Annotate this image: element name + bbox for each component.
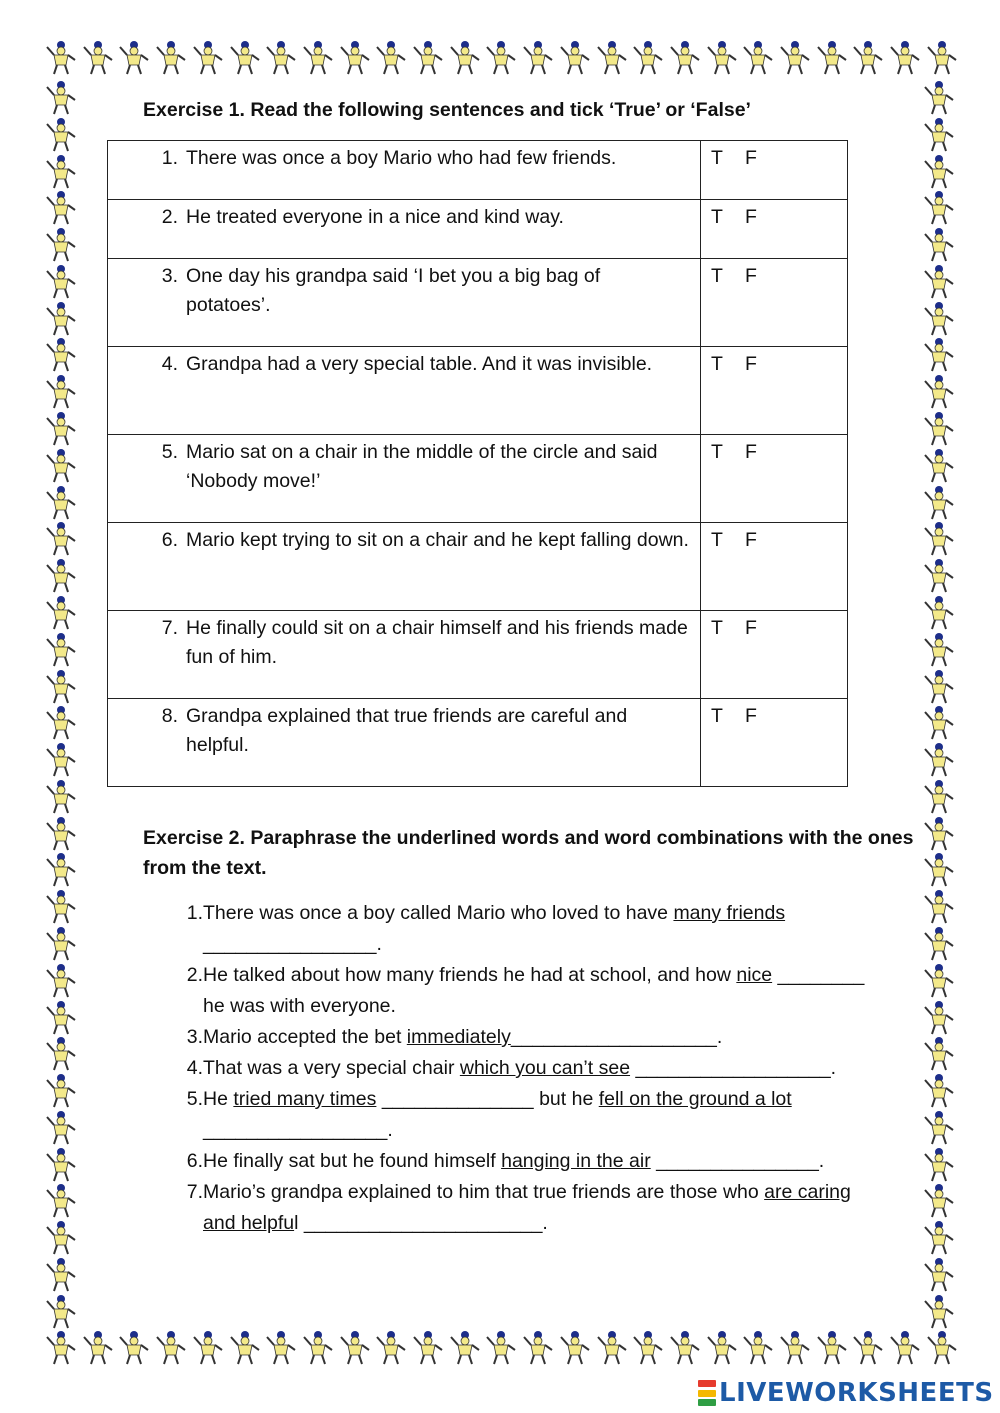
kid-figure-icon — [44, 632, 78, 668]
item-text: Mario’s grandpa explained to him that true friends are those who — [203, 1181, 765, 1203]
answer-blank[interactable]: l ______________________. — [294, 1212, 548, 1234]
kid-figure-icon — [44, 301, 78, 337]
underlined-phrase: hanging in the air — [501, 1150, 651, 1172]
kid-figure-icon — [922, 632, 956, 668]
false-option[interactable]: F — [745, 353, 757, 375]
list-item — [143, 1053, 883, 1084]
row-number: 1. — [161, 147, 178, 169]
logo-badge-icon — [698, 1380, 716, 1406]
row-number: 3. — [161, 265, 178, 287]
list-item — [143, 1022, 883, 1053]
kid-figure-icon — [44, 1036, 78, 1072]
underlined-phrase: immediately — [406, 1026, 511, 1048]
false-option[interactable]: F — [745, 147, 757, 169]
kid-figure-icon — [922, 742, 956, 778]
kid-figure-icon — [44, 117, 78, 153]
kid-figure-icon — [922, 80, 956, 116]
statement-text: Grandpa explained that true friends are careful and helpful. — [186, 705, 628, 756]
false-option[interactable]: F — [745, 206, 757, 228]
kid-figure-icon — [44, 154, 78, 190]
kid-figure-icon — [44, 558, 78, 594]
kid-figure-icon — [191, 40, 225, 76]
statement-text: He treated everyone in a nice and kind way. — [186, 206, 564, 228]
kid-figure-icon — [44, 889, 78, 925]
kid-figure-icon — [117, 1330, 151, 1366]
row-number: 4. — [161, 353, 178, 375]
kid-figure-icon — [595, 40, 629, 76]
kid-figure-icon — [778, 1330, 812, 1366]
kid-figure-icon — [44, 669, 78, 705]
table-row — [108, 611, 848, 699]
list-item — [143, 898, 883, 960]
kid-figure-icon — [228, 1330, 262, 1366]
kid-figure-icon — [922, 963, 956, 999]
true-option[interactable]: T — [711, 441, 723, 463]
false-option[interactable]: F — [745, 265, 757, 287]
kid-figure-icon — [448, 1330, 482, 1366]
kid-figure-icon — [922, 448, 956, 484]
kid-figure-icon — [44, 521, 78, 557]
true-option[interactable]: T — [711, 206, 723, 228]
kid-figure-icon — [44, 1073, 78, 1109]
kid-figure-icon — [815, 40, 849, 76]
kid-figure-icon — [44, 1220, 78, 1256]
true-option[interactable]: T — [711, 147, 723, 169]
kid-figure-icon — [154, 40, 188, 76]
kid-figure-icon — [44, 40, 78, 76]
kid-figure-icon — [44, 816, 78, 852]
kid-figure-icon — [521, 40, 555, 76]
kid-figure-icon — [922, 485, 956, 521]
kid-figure-icon — [521, 1330, 555, 1366]
kid-figure-icon — [44, 1183, 78, 1219]
list-item — [143, 960, 883, 1022]
kid-figure-icon — [922, 1183, 956, 1219]
row-number: 8. — [161, 705, 178, 727]
kid-figure-icon — [631, 1330, 665, 1366]
answer-blank[interactable]: _______________. — [650, 1150, 825, 1172]
row-number: 7. — [161, 617, 178, 639]
kid-figure-icon — [888, 40, 922, 76]
kid-figure-icon — [411, 1330, 445, 1366]
kid-figure-icon — [668, 1330, 702, 1366]
kid-figure-icon — [851, 40, 885, 76]
table-row — [108, 200, 848, 259]
item-text: Mario accepted the bet — [203, 1026, 407, 1048]
kid-figure-icon — [44, 227, 78, 263]
kid-figure-icon — [888, 1330, 922, 1366]
row-number: 6. — [161, 529, 178, 551]
kid-figure-icon — [44, 1330, 78, 1366]
true-option[interactable]: T — [711, 353, 723, 375]
kid-figure-icon — [44, 485, 78, 521]
kid-figure-icon — [44, 595, 78, 631]
kid-figure-icon — [922, 1257, 956, 1293]
kid-figure-icon — [558, 40, 592, 76]
kid-figure-icon — [922, 337, 956, 373]
item-text: There was once a boy called Mario who loved to have — [203, 902, 674, 924]
kid-figure-icon — [264, 40, 298, 76]
item-number: 7. — [186, 1181, 203, 1203]
kid-figure-icon — [922, 595, 956, 631]
kid-figure-icon — [44, 1147, 78, 1183]
kid-figure-icon — [922, 264, 956, 300]
border-left — [44, 80, 80, 1330]
true-option[interactable]: T — [711, 705, 723, 727]
kid-figure-icon — [191, 1330, 225, 1366]
item-text: He talked about how many friends he had at school, and how — [203, 964, 737, 986]
list-item — [143, 1146, 883, 1177]
kid-figure-icon — [411, 40, 445, 76]
answer-blank[interactable]: __________________. — [630, 1057, 837, 1079]
kid-figure-icon — [44, 337, 78, 373]
table-row — [108, 435, 848, 523]
table-row — [108, 699, 848, 787]
kid-figure-icon — [925, 40, 959, 76]
list-item — [143, 1084, 883, 1146]
kid-figure-icon — [922, 154, 956, 190]
kid-figure-icon — [264, 1330, 298, 1366]
true-option[interactable]: T — [711, 265, 723, 287]
statement-text: Mario kept trying to sit on a chair and he kept falling down. — [186, 529, 689, 551]
statement-text: Mario sat on a chair in the middle of the circle and said ‘Nobody move!’ — [186, 441, 658, 492]
underlined-phrase: many friends — [673, 902, 786, 924]
statement-text: Grandpa had a very special table. And it was invisible. — [186, 353, 653, 375]
kid-figure-icon — [44, 705, 78, 741]
list-item — [143, 1177, 883, 1239]
kid-figure-icon — [922, 1110, 956, 1146]
kid-figure-icon — [851, 1330, 885, 1366]
false-option[interactable]: F — [745, 617, 757, 639]
kid-figure-icon — [922, 852, 956, 888]
kid-figure-icon — [374, 40, 408, 76]
kid-figure-icon — [922, 1000, 956, 1036]
kid-figure-icon — [81, 40, 115, 76]
kid-figure-icon — [44, 963, 78, 999]
kid-figure-icon — [922, 705, 956, 741]
underlined-phrase: tried many times — [233, 1088, 377, 1110]
kid-figure-icon — [705, 1330, 739, 1366]
statement-text: There was once a boy Mario who had few friends. — [186, 147, 617, 169]
kid-figure-icon — [922, 521, 956, 557]
kid-figure-icon — [154, 1330, 188, 1366]
kid-figure-icon — [815, 1330, 849, 1366]
item-number: 3. — [186, 1026, 203, 1048]
kid-figure-icon — [117, 40, 151, 76]
kid-figure-icon — [741, 40, 775, 76]
liveworksheets-logo[interactable] — [698, 1378, 994, 1408]
kid-figure-icon — [44, 1257, 78, 1293]
item-number: 5. — [186, 1088, 203, 1110]
kid-figure-icon — [228, 40, 262, 76]
kid-figure-icon — [741, 1330, 775, 1366]
item-text: He finally sat but he found himself — [203, 1150, 502, 1172]
kid-figure-icon — [448, 40, 482, 76]
kid-figure-icon — [301, 40, 335, 76]
kid-figure-icon — [922, 1147, 956, 1183]
kid-figure-icon — [44, 1294, 78, 1330]
kid-figure-icon — [922, 117, 956, 153]
exercise-1-title: Exercise 1. Read the following sentences and tick ‘True’ or ‘False’ — [143, 99, 751, 121]
kid-figure-icon — [484, 1330, 518, 1366]
kid-figure-icon — [925, 1330, 959, 1366]
kid-figure-icon — [301, 1330, 335, 1366]
kid-figure-icon — [558, 1330, 592, 1366]
border-right — [922, 80, 958, 1330]
underlined-phrase: are caring and helpfu — [203, 1181, 851, 1234]
kid-figure-icon — [922, 889, 956, 925]
true-false-table — [107, 140, 848, 787]
paraphrase-list — [143, 898, 883, 1239]
underlined-phrase: nice — [736, 964, 773, 986]
kid-figure-icon — [922, 227, 956, 263]
border-top — [44, 40, 959, 80]
statement-text: One day his grandpa said ‘I bet you a big bag of potatoes’. — [186, 265, 601, 316]
underlined-phrase: which you can’t see — [459, 1057, 631, 1079]
kid-figure-icon — [81, 1330, 115, 1366]
kid-figure-icon — [922, 1036, 956, 1072]
item-text: He — [203, 1088, 234, 1110]
kid-figure-icon — [922, 1294, 956, 1330]
kid-figure-icon — [922, 926, 956, 962]
true-option[interactable]: T — [711, 617, 723, 639]
kid-figure-icon — [338, 40, 372, 76]
statement-text: He finally could sit on a chair himself and his friends made fun of him. — [186, 617, 688, 668]
kid-figure-icon — [922, 816, 956, 852]
kid-figure-icon — [631, 40, 665, 76]
row-number: 2. — [161, 206, 178, 228]
answer-blank[interactable]: ________ he was with everyone. — [203, 964, 865, 1017]
kid-figure-icon — [922, 411, 956, 447]
item-number: 2. — [186, 964, 203, 986]
table-row — [108, 347, 848, 435]
kid-figure-icon — [44, 374, 78, 410]
kid-figure-icon — [374, 1330, 408, 1366]
false-option[interactable]: F — [745, 705, 757, 727]
kid-figure-icon — [922, 1220, 956, 1256]
border-bottom — [44, 1330, 959, 1370]
answer-blank[interactable]: ________________. — [203, 933, 382, 955]
kid-figure-icon — [44, 448, 78, 484]
kid-figure-icon — [44, 779, 78, 815]
kid-figure-icon — [44, 190, 78, 226]
item-text: That was a very special chair — [203, 1057, 460, 1079]
kid-figure-icon — [44, 1110, 78, 1146]
kid-figure-icon — [44, 411, 78, 447]
kid-figure-icon — [44, 1000, 78, 1036]
kid-figure-icon — [778, 40, 812, 76]
kid-figure-icon — [922, 558, 956, 594]
kid-figure-icon — [922, 374, 956, 410]
kid-figure-icon — [922, 669, 956, 705]
kid-figure-icon — [484, 40, 518, 76]
logo-text: LIVEWORKSHEETS — [719, 1378, 994, 1408]
table-row — [108, 259, 848, 347]
kid-figure-icon — [44, 80, 78, 116]
answer-blank[interactable]: _________________. — [203, 1119, 393, 1141]
item-number: 4. — [186, 1057, 203, 1079]
false-option[interactable]: F — [745, 529, 757, 551]
answer-blank[interactable]: ______________ but he — [376, 1088, 599, 1110]
item-number: 6. — [186, 1150, 203, 1172]
false-option[interactable]: F — [745, 441, 757, 463]
exercise-2-title: Exercise 2. Paraphrase the underlined words and word combinations with the ones from the text. — [143, 827, 914, 879]
kid-figure-icon — [922, 779, 956, 815]
kid-figure-icon — [338, 1330, 372, 1366]
table-row — [108, 523, 848, 611]
kid-figure-icon — [668, 40, 702, 76]
kid-figure-icon — [44, 742, 78, 778]
true-option[interactable]: T — [711, 529, 723, 551]
kid-figure-icon — [705, 40, 739, 76]
row-number: 5. — [161, 441, 178, 463]
answer-blank[interactable]: ___________________. — [510, 1026, 723, 1048]
table-row — [108, 141, 848, 200]
kid-figure-icon — [44, 852, 78, 888]
item-number: 1. — [186, 902, 203, 924]
kid-figure-icon — [44, 926, 78, 962]
kid-figure-icon — [922, 190, 956, 226]
kid-figure-icon — [922, 301, 956, 337]
underlined-phrase: fell on the ground a lot — [598, 1088, 792, 1110]
kid-figure-icon — [922, 1073, 956, 1109]
kid-figure-icon — [595, 1330, 629, 1366]
kid-figure-icon — [44, 264, 78, 300]
